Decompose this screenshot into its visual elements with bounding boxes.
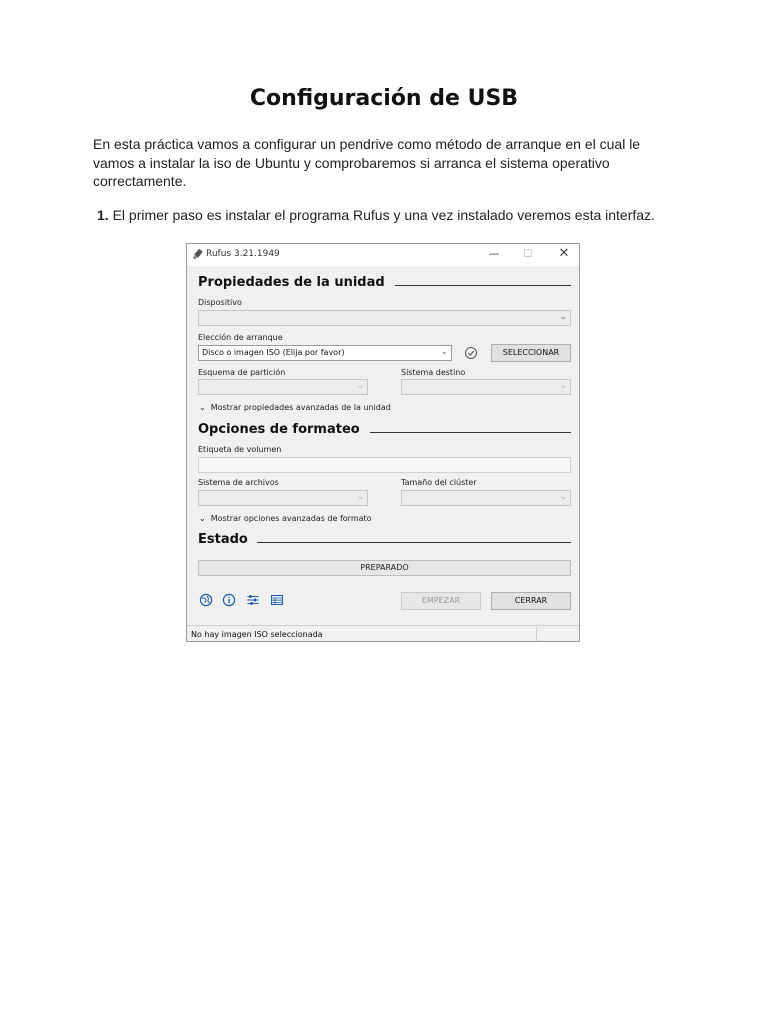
cluster-size-dropdown[interactable]: [401, 490, 571, 506]
section-divider: [370, 432, 571, 433]
filesystem-label: Sistema de archivos: [198, 478, 279, 487]
select-image-button[interactable]: SELECCIONAR: [491, 344, 571, 362]
format-options-heading: Opciones de formateo: [198, 422, 360, 437]
disclosure-chevron-icon: ⌄: [199, 514, 206, 523]
advanced-drive-toggle[interactable]: [199, 403, 391, 412]
partition-scheme-dropdown[interactable]: [198, 379, 368, 395]
progress-bar: [198, 560, 571, 576]
close-window-button[interactable]: ✕: [558, 246, 570, 261]
chevron-down-icon: ⌄: [559, 381, 567, 391]
title-bar[interactable]: [187, 244, 579, 266]
status-bar: [187, 625, 579, 642]
progress-status-text: PREPARADO: [360, 563, 409, 572]
target-system-dropdown[interactable]: [401, 379, 571, 395]
usb-drive-icon: [191, 248, 204, 261]
chevron-down-icon: ⌄: [440, 347, 448, 357]
info-icon[interactable]: [222, 593, 236, 607]
device-label: Dispositivo: [198, 298, 242, 307]
step-1-paragraph: [97, 207, 717, 223]
filesystem-dropdown[interactable]: [198, 490, 368, 506]
disclosure-chevron-icon: ⌄: [199, 403, 206, 412]
chevron-down-icon: ⌄: [356, 381, 364, 391]
cluster-size-label: Tamaño del clúster: [401, 478, 477, 487]
check-hash-icon[interactable]: [464, 346, 478, 360]
document-title: Configuración de USB: [249, 86, 519, 111]
partition-scheme-label: Esquema de partición: [198, 368, 286, 377]
target-system-label: Sistema destino: [401, 368, 466, 377]
step-number: 1.: [97, 207, 109, 223]
status-bar-text: No hay imagen ISO seleccionada: [191, 630, 323, 639]
chevron-down-icon: ⌄: [559, 492, 567, 502]
boot-selection-value: Disco o imagen ISO (Elija por favor): [202, 348, 345, 357]
advanced-drive-label: Mostrar propiedades avanzadas de la unidad: [210, 403, 391, 412]
chevron-down-icon: ⌄: [559, 312, 567, 322]
boot-selection-label: Elección de arranque: [198, 333, 283, 342]
start-button[interactable]: EMPEZAR: [401, 592, 481, 610]
section-divider: [257, 542, 571, 543]
settings-sliders-icon[interactable]: [246, 593, 260, 607]
advanced-format-label: Mostrar opciones avanzadas de formato: [210, 514, 372, 523]
globe-icon[interactable]: [199, 593, 213, 607]
close-button[interactable]: CERRAR: [491, 592, 571, 610]
chevron-down-icon: ⌄: [356, 492, 364, 502]
step-text: El primer paso es instalar el programa Rufus y una vez instalado veremos esta interfaz.: [108, 207, 655, 223]
status-heading: Estado: [198, 532, 248, 547]
advanced-format-toggle[interactable]: [199, 514, 372, 523]
log-icon[interactable]: [270, 593, 284, 607]
drive-properties-heading: Propiedades de la unidad: [198, 275, 385, 290]
status-bar-separator: [536, 627, 537, 642]
volume-label-input[interactable]: [198, 457, 571, 473]
device-dropdown[interactable]: [198, 310, 571, 326]
boot-selection-dropdown[interactable]: [198, 345, 452, 361]
volume-label-caption: Etiqueta de volumen: [198, 445, 282, 454]
rufus-window: [186, 243, 580, 642]
section-divider: [395, 285, 571, 286]
window-title: Rufus 3.21.1949: [206, 249, 280, 259]
maximize-button[interactable]: ☐: [523, 247, 533, 260]
intro-paragraph: En esta práctica vamos a configurar un pendrive como método de arranque en el cual le vamos a instalar la iso de Ubuntu y comprobaremos si arranca el sistema operativo correctamente.: [93, 136, 641, 189]
minimize-button[interactable]: —: [488, 247, 500, 260]
